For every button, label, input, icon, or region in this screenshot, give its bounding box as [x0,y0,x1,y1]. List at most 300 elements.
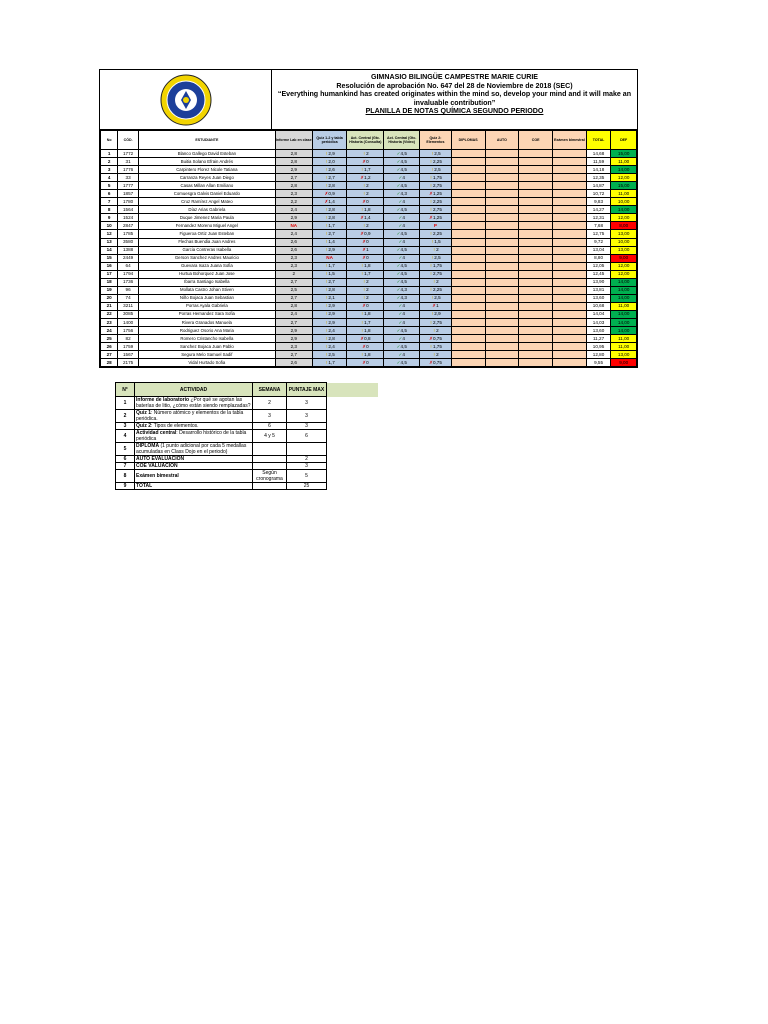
check-icon: ✓ [398,174,403,180]
score-cell [420,254,452,262]
score-cell [347,174,384,182]
empty-cell [451,278,485,286]
empty-cell [553,174,587,182]
check-icon: ✓ [396,287,401,293]
score-cell [420,166,452,174]
column-header: CÓD. [118,131,138,150]
score-cell [420,343,452,351]
score-value: 1,4 [328,198,335,204]
lab-score: 2,4 [275,310,312,318]
student-name: Comuesgra Galvis Daniel Eduardo [138,190,275,198]
score-value: 0 [366,198,369,204]
score-value: 4 [402,239,405,245]
warning-icon: ! [430,182,432,188]
empty-cell [451,302,485,310]
row-number: 13 [101,238,118,246]
student-code: 1388 [118,246,138,254]
total-score: 14,18 [586,166,611,174]
resolution-text: Resolución de aprobación No. 647 del 28 de Noviembre de 2018 (SEC) [336,81,573,90]
student-row [101,343,637,351]
score-value: 4,3 [400,287,407,293]
lab-score: 2,9 [275,327,312,335]
cross-icon: ✗ [362,343,366,349]
activities-column-header: N° [116,383,135,397]
empty-cell [451,222,485,230]
lab-score: 2,7 [275,174,312,182]
warning-icon: ! [325,279,328,285]
column-header: DEF [611,131,637,150]
score-value: 4 [402,319,405,325]
score-cell [312,310,347,318]
score-cell [347,318,384,326]
score-value: 4,3 [400,190,407,196]
warning-icon: ! [430,271,432,277]
activity-blank [327,470,378,483]
column-header: No [101,131,118,150]
empty-cell [553,214,587,222]
warning-icon: ! [433,279,435,285]
score-value: 1,75 [432,343,442,349]
activity-blank [327,483,378,490]
final-grade: 14,00 [611,310,637,318]
score-cell [312,302,347,310]
warning-icon: ! [325,158,328,164]
score-value: 1,8 [364,351,371,357]
empty-cell [519,359,553,367]
activity-description [135,423,253,430]
activity-max-score: 3 [287,397,327,410]
score-value: 2,75 [432,182,442,188]
activity-number: 5 [116,443,135,456]
student-code: 1780 [118,198,138,206]
activity-number: 8 [116,470,135,483]
check-icon: ✓ [396,158,401,164]
row-number: 19 [101,286,118,294]
score-cell [420,238,452,246]
score-value: 1,8 [364,206,371,212]
score-value: 2,25 [432,158,442,164]
score-cell [420,158,452,166]
check-icon: ✓ [396,182,401,188]
score-cell [384,206,420,214]
empty-cell [553,327,587,335]
score-cell [347,182,384,190]
empty-cell [519,238,553,246]
row-number: 26 [101,343,118,351]
student-code: 1794 [118,270,138,278]
score-value: 4,5 [400,150,407,156]
score-value: 1,2 [364,174,371,180]
score-cell [384,150,420,158]
check-icon: ✓ [396,263,401,269]
empty-cell [451,286,485,294]
final-grade: 14,00 [611,166,637,174]
score-cell [420,182,452,190]
check-icon: ✓ [398,255,403,261]
activity-description [135,456,253,463]
empty-cell [451,158,485,166]
empty-cell [485,286,519,294]
empty-cell [519,246,553,254]
warning-icon: ! [363,279,365,285]
student-name: Mollata Castro Johan Stiven [138,286,275,294]
warning-icon: ! [325,174,328,180]
score-value: 0 [366,303,369,309]
student-name: Díaz Arias Gabriela [138,206,275,214]
student-code: 1857 [118,190,138,198]
lab-score: 2,7 [275,294,312,302]
lab-score: NA [275,222,312,230]
empty-cell [519,351,553,359]
final-grade: 12,00 [611,262,637,270]
empty-cell [519,206,553,214]
check-icon: ✓ [398,239,403,245]
total-score: 13,04 [586,246,611,254]
score-value: 2 [436,351,439,357]
row-number: 18 [101,278,118,286]
empty-cell [451,166,485,174]
empty-cell [485,182,519,190]
score-value: 4,5 [400,230,407,236]
empty-cell [485,238,519,246]
warning-icon: ! [431,311,433,317]
activity-blank [327,430,378,443]
lab-score: 2,8 [275,182,312,190]
score-cell [347,150,384,158]
score-value: 4 [402,351,405,357]
score-value: 2 [366,190,369,196]
warning-icon: ! [431,255,433,261]
total-score: 12,35 [586,174,611,182]
warning-icon: ! [325,335,328,341]
empty-cell [553,335,587,343]
score-value: 1,25 [432,214,442,220]
final-grade: 11,00 [611,343,637,351]
row-number: 22 [101,310,118,318]
score-cell [312,230,347,238]
score-value: 2 [436,247,439,253]
warning-icon: ! [361,263,363,269]
lab-score: 2,7 [275,278,312,286]
cross-icon: ✗ [324,198,329,204]
score-value: 0 [366,158,369,164]
score-cell [347,343,384,351]
score-cell [312,150,347,158]
empty-cell [451,310,485,318]
score-cell [420,270,452,278]
empty-cell [553,182,587,190]
empty-cell [485,327,519,335]
column-header: Act. Central (Gtc. Historia (Consulta) [347,131,384,150]
score-value: 1,4 [364,214,371,220]
score-cell [384,351,420,359]
score-value: 2,75 [432,206,442,212]
score-cell [420,214,452,222]
empty-cell [553,359,587,367]
warning-icon: ! [361,166,363,172]
score-value: 1 [366,247,369,253]
empty-cell [485,158,519,166]
student-name: Hurtua Bohorquez Juan Jose [138,270,275,278]
activity-title: Informe de laboratorio [136,397,190,403]
lab-score: 2,6 [275,246,312,254]
score-cell [384,335,420,343]
empty-cell [553,190,587,198]
score-cell [420,198,452,206]
student-name: Blanco Gallego David Esteban [138,150,275,158]
score-value: 2,8 [328,214,335,220]
activity-number: 6 [116,456,135,463]
score-value: 4,5 [400,359,407,365]
row-number: 7 [101,198,118,206]
cross-icon: ✗ [324,190,329,196]
score-value: 2,75 [432,319,442,325]
warning-icon: ! [430,319,432,325]
score-cell [312,270,347,278]
student-code: 3085 [118,310,138,318]
cross-icon: ✗ [360,230,365,236]
final-grade: 12,00 [611,270,637,278]
student-row [101,302,637,310]
cross-icon: ✗ [362,303,366,309]
student-code: 31 [118,158,138,166]
score-cell [347,158,384,166]
score-value: 0 [366,255,369,261]
warning-icon: ! [361,319,363,325]
empty-cell [553,343,587,351]
warning-icon: ! [431,239,433,245]
student-name: Segura Melo Samuel Sadif [138,351,275,359]
warning-icon: ! [325,239,328,245]
row-number: 10 [101,222,118,230]
check-icon: ✓ [396,206,401,212]
score-value: 1,25 [432,190,442,196]
student-code: 2847 [118,222,138,230]
warning-icon: ! [361,206,363,212]
lab-score: 2,3 [275,262,312,270]
student-name: Casas Millan Allan Emiliano [138,182,275,190]
check-icon: ✓ [396,150,401,156]
score-value: NA [326,255,333,261]
student-name: Flechas Buendia Juan Andres [138,238,275,246]
warning-icon: ! [325,150,328,156]
empty-cell [519,222,553,230]
score-cell [420,335,452,343]
score-cell [347,214,384,222]
final-grade: 11,00 [611,302,637,310]
score-value: 2,25 [432,287,442,293]
score-cell [347,302,384,310]
student-code: 1759 [118,343,138,351]
activity-week: Según cronograma [253,470,287,483]
activity-detail: : Tipos de elementos. [151,423,199,429]
score-cell [347,359,384,367]
lab-score: 2,6 [275,238,312,246]
score-cell [312,198,347,206]
empty-cell [553,206,587,214]
score-cell [347,254,384,262]
student-name: Porras Hernandez Sara Sofia [138,310,275,318]
empty-cell [451,190,485,198]
warning-icon: ! [430,263,432,269]
score-value: 4 [402,303,405,309]
empty-cell [485,246,519,254]
activity-row [116,423,378,430]
empty-cell [485,150,519,158]
score-value: 4,5 [400,206,407,212]
student-name: Guevara Isaza Juana Sofia [138,262,275,270]
total-score: 13,60 [586,294,611,302]
activity-detail: (1 punto adicional por cada 5 medallas acumuladas en Class Dojo en el periodo) [136,443,247,455]
final-grade: 14,00 [611,294,637,302]
score-value: 1,7 [364,319,371,325]
empty-cell [553,150,587,158]
sheet-title: PLANILLA DE NOTAS QUÍMICA SEGUNDO PERIODO [365,107,544,116]
check-icon: ✓ [396,343,401,349]
empty-cell [553,262,587,270]
student-name: Carranza Reyes Juan Diego [138,174,275,182]
score-cell [347,270,384,278]
score-value: 2 [436,327,439,333]
empty-cell [519,310,553,318]
score-value: 2,9 [434,311,441,317]
warning-icon: ! [325,327,328,333]
lab-score: 2,8 [275,158,312,166]
score-cell [347,238,384,246]
score-cell [420,351,452,359]
warning-icon: ! [430,206,432,212]
score-value: 0,9 [328,190,335,196]
score-cell [312,254,347,262]
cross-icon: ✗ [362,239,366,245]
column-header: TOTAL [586,131,611,150]
score-cell [312,214,347,222]
activity-number: 2 [116,410,135,423]
score-value: 1,7 [328,263,335,269]
empty-cell [451,198,485,206]
final-grade: 14,00 [611,327,637,335]
student-row [101,174,637,182]
score-cell [347,286,384,294]
score-value: 0,75 [432,359,442,365]
score-value: 2,75 [432,271,442,277]
student-name: Ibarra Santiago Isabella [138,278,275,286]
cross-icon: ✗ [429,190,433,196]
score-cell [312,294,347,302]
warning-icon: ! [325,230,328,236]
total-score: 8,80 [586,254,611,262]
score-cell [420,230,452,238]
warning-icon: ! [433,351,435,357]
lab-score: 2,3 [275,190,312,198]
score-cell [312,174,347,182]
row-number: 24 [101,327,118,335]
total-score: 14,27 [586,206,611,214]
activities-extra-cell [327,383,378,397]
score-value: 4 [402,198,405,204]
student-code: 1756 [118,327,138,335]
total-score: 10,68 [586,302,611,310]
student-row [101,318,637,326]
activity-description [135,483,253,490]
score-cell [420,262,452,270]
student-code: 3580 [118,238,138,246]
row-number: 14 [101,246,118,254]
student-code: 1564 [118,206,138,214]
student-name: Rivera Granados Manuela [138,318,275,326]
activity-detail: : Número atómico y elementos de la tabla periódica. [136,410,244,422]
final-grade: 14,00 [611,286,637,294]
score-value: 0 [366,359,369,365]
score-value: 2,8 [328,335,335,341]
row-number: 20 [101,294,118,302]
activity-title: Quiz 1 [136,410,152,416]
activity-description [135,410,253,423]
empty-cell [451,270,485,278]
final-grade: 13,00 [611,246,637,254]
grade-sheet [99,69,638,368]
activity-title: COE VALUACIÓN [136,463,178,469]
activity-description [135,430,253,443]
total-score: 9,83 [586,198,611,206]
column-header: Quiz 2: Elementos [420,131,452,150]
score-value: 4 [402,335,405,341]
column-header: DIPLOMAS [451,131,485,150]
activity-blank [327,456,378,463]
score-value: 4 [402,214,405,220]
total-score: 13,90 [586,278,611,286]
lab-score: 2,8 [275,302,312,310]
score-value: 2,8 [328,182,335,188]
final-grade: 14,00 [611,206,637,214]
row-number: 6 [101,190,118,198]
empty-cell [553,198,587,206]
final-grade: 12,00 [611,214,637,222]
score-cell [420,278,452,286]
activity-max-score: 25 [287,483,327,490]
student-row [101,206,637,214]
warning-icon: ! [325,182,328,188]
student-row [101,246,637,254]
check-icon: ✓ [398,351,403,357]
score-cell [312,166,347,174]
activities-column-header: ACTIVIDAD [135,383,253,397]
empty-cell [485,222,519,230]
empty-cell [519,254,553,262]
check-icon: ✓ [396,166,401,172]
student-code: 1736 [118,278,138,286]
empty-cell [553,310,587,318]
score-cell [384,270,420,278]
student-row [101,335,637,343]
score-cell [347,198,384,206]
final-grade: 14,00 [611,278,637,286]
student-name: Fernandez Moreno Miguel Angel [138,222,275,230]
total-score: 12,80 [586,351,611,359]
score-value: 2,8 [328,287,335,293]
activity-blank [327,463,378,470]
empty-cell [519,198,553,206]
score-cell [312,182,347,190]
activity-description [135,470,253,483]
score-cell [384,198,420,206]
score-value: 2,7 [328,279,335,285]
empty-cell [485,190,519,198]
score-cell [347,222,384,230]
score-value: 1,8 [364,311,371,317]
student-row [101,327,637,335]
activity-number: 7 [116,463,135,470]
